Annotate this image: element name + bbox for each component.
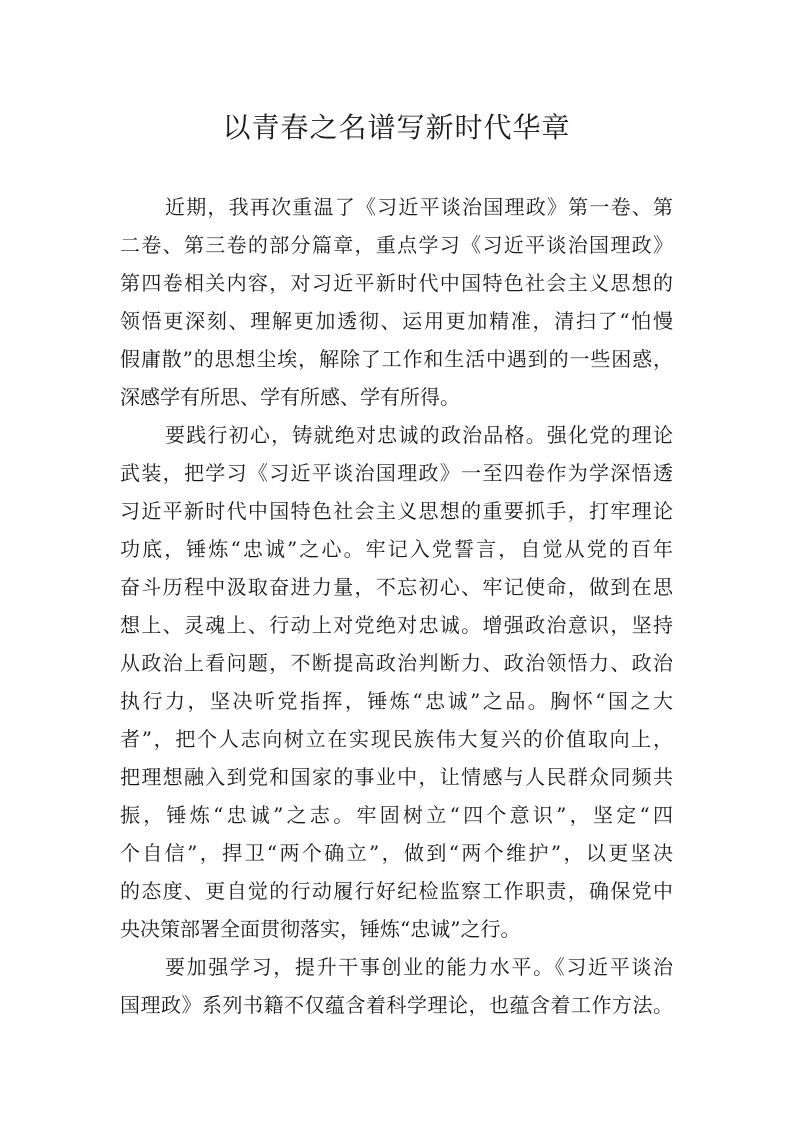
paragraph-line: 第四卷相关内容，对习近平新时代中国特色社会主义思想的 (120, 271, 673, 295)
paragraph (120, 416, 673, 948)
document-title: 以青春之名谱写新时代华章 (222, 111, 571, 144)
paragraph-line: 想上、灵魂上、行动上对党绝对忠诚。增强政治意识，坚持 (120, 613, 673, 637)
paragraph-line: 习近平新时代中国特色社会主义思想的重要抓手，打牢理论 (120, 499, 673, 523)
paragraph-line: 深感学有所思、学有所感、学有所得。 (120, 385, 460, 409)
paragraph-line: 假庸散”的思想尘埃，解除了工作和生活中遇到的一些困惑， (120, 347, 673, 371)
paragraph-line: 的态度、更自觉的行动履行好纪检监察工作职责，确保党中 (120, 879, 673, 903)
paragraph-line: 要加强学习，提升干事创业的能力水平。《习近平谈治 (165, 955, 673, 979)
paragraph-line: 个自信”，捍卫“两个确立”，做到“两个维护”，以更坚决 (120, 841, 673, 865)
paragraph-line: 振，锤炼“忠诚”之志。牢固树立“四个意识”，坚定“四 (120, 803, 673, 827)
paragraph-line: 二卷、第三卷的部分篇章，重点学习《习近平谈治国理政》 (120, 233, 673, 257)
paragraph-line: 执行力，坚决听党指挥，锤炼“忠诚”之品。胸怀“国之大 (120, 689, 673, 713)
paragraph-line: 从政治上看问题，不断提高政治判断力、政治领悟力、政治 (120, 651, 673, 675)
paragraph (120, 188, 673, 416)
paragraph-line: 领悟更深刻、理解更加透彻、运用更加精准，清扫了“怕慢 (120, 309, 673, 333)
paragraph-line: 近期，我再次重温了《习近平谈治国理政》第一卷、第 (165, 195, 673, 219)
paragraph-line: 要践行初心，铸就绝对忠诚的政治品格。强化党的理论 (165, 423, 673, 447)
paragraph-line: 奋斗历程中汲取奋进力量，不忘初心、牢记使命，做到在思 (120, 575, 673, 599)
paragraph (120, 948, 673, 1024)
paragraph-line: 武装，把学习《习近平谈治国理政》一至四卷作为学深悟透 (120, 461, 673, 485)
paragraph-line: 央决策部署全面贯彻落实，锤炼“忠诚”之行。 (120, 917, 521, 941)
paragraph-line: 把理想融入到党和国家的事业中，让情感与人民群众同频共 (120, 765, 673, 789)
paragraph-line: 国理政》系列书籍不仅蕴含着科学理论，也蕴含着工作方法。 (120, 993, 673, 1017)
document-body (120, 188, 673, 1024)
paragraph-line: 功底，锤炼“忠诚”之心。牢记入党誓言，自觉从党的百年 (120, 537, 673, 561)
paragraph-line: 者”，把个人志向树立在实现民族伟大复兴的价值取向上， (120, 727, 673, 751)
